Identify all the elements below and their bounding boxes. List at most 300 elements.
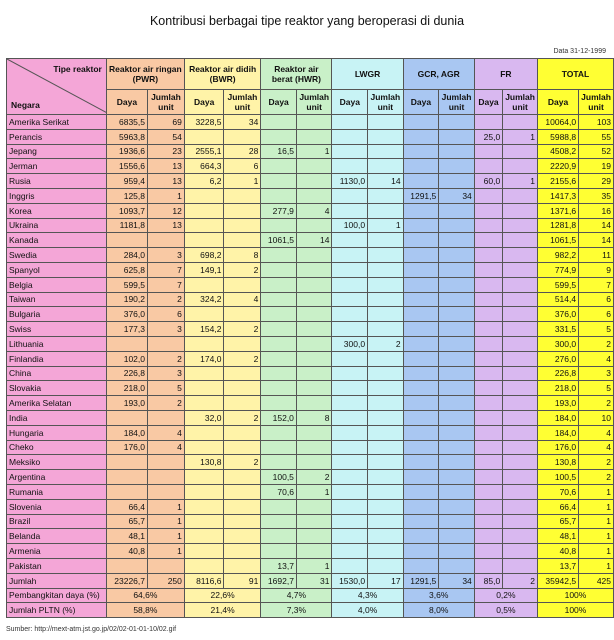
value-cell (296, 396, 332, 411)
value-cell (368, 307, 404, 322)
value-cell (184, 366, 224, 381)
value-cell: 16 (579, 203, 614, 218)
table-row (7, 514, 614, 529)
value-cell: 1061,5 (261, 233, 297, 248)
group-header-lwgr: LWGR (332, 59, 403, 90)
value-cell: 40,8 (537, 544, 578, 559)
value-cell (296, 307, 332, 322)
value-cell: 48,1 (106, 529, 147, 544)
value-cell (503, 544, 538, 559)
value-cell: 959,4 (106, 174, 147, 189)
value-cell: 2 (579, 470, 614, 485)
total-cell: 425 (579, 573, 614, 588)
group-header-bwr: Reaktor air didih (BWR) (184, 59, 260, 90)
value-cell: 2 (224, 410, 261, 425)
value-cell: 176,0 (106, 440, 147, 455)
value-cell (184, 440, 224, 455)
value-cell (474, 262, 502, 277)
value-cell (474, 322, 502, 337)
value-cell: 10064,0 (537, 115, 578, 130)
subheader-jumlah-gcr: Jumlah unit (439, 90, 475, 115)
table-row (7, 499, 614, 514)
value-cell (332, 188, 368, 203)
value-cell: 1 (148, 499, 185, 514)
total-cell: 1692,7 (261, 573, 297, 588)
value-cell (474, 470, 502, 485)
value-cell (224, 366, 261, 381)
value-cell (106, 470, 147, 485)
value-cell (184, 544, 224, 559)
value-cell (368, 144, 404, 159)
value-cell (403, 129, 439, 144)
percent-cell: 64,6% (106, 588, 184, 603)
country-cell: Jerman (7, 159, 107, 174)
value-cell (439, 248, 475, 263)
value-cell: 184,0 (537, 425, 578, 440)
table-row (7, 396, 614, 411)
total-cell: 85,0 (474, 573, 502, 588)
value-cell (474, 307, 502, 322)
country-cell: Korea (7, 203, 107, 218)
value-cell (368, 115, 404, 130)
value-cell: 184,0 (106, 425, 147, 440)
value-cell (184, 188, 224, 203)
table-row (7, 129, 614, 144)
value-cell (439, 351, 475, 366)
value-cell (296, 351, 332, 366)
value-cell (261, 159, 297, 174)
value-cell: 1061,5 (537, 233, 578, 248)
value-cell: 1 (503, 129, 538, 144)
percent-cell: 3,6% (403, 588, 474, 603)
value-cell (332, 529, 368, 544)
value-cell (503, 396, 538, 411)
percent-cell: 4,3% (332, 588, 403, 603)
value-cell: 13 (148, 174, 185, 189)
value-cell: 16,5 (261, 144, 297, 159)
value-cell (224, 544, 261, 559)
value-cell (296, 262, 332, 277)
value-cell: 4 (224, 292, 261, 307)
value-cell: 300,0 (332, 336, 368, 351)
value-cell (261, 529, 297, 544)
value-cell (474, 410, 502, 425)
value-cell: 331,5 (537, 322, 578, 337)
value-cell (296, 514, 332, 529)
value-cell (439, 381, 475, 396)
country-cell: Cheko (7, 440, 107, 455)
table-row (7, 410, 614, 425)
value-cell (261, 115, 297, 130)
value-cell (503, 277, 538, 292)
value-cell (296, 292, 332, 307)
value-cell (403, 396, 439, 411)
percent-cell: 22,6% (184, 588, 260, 603)
value-cell: 1 (296, 484, 332, 499)
value-cell (503, 233, 538, 248)
value-cell: 11 (579, 248, 614, 263)
value-cell (296, 425, 332, 440)
value-cell (224, 396, 261, 411)
total-cell: 1530,0 (332, 573, 368, 588)
value-cell (368, 455, 404, 470)
value-cell (503, 307, 538, 322)
value-cell (261, 336, 297, 351)
value-cell: 103 (579, 115, 614, 130)
value-cell (368, 351, 404, 366)
country-cell: Amerika Selatan (7, 396, 107, 411)
value-cell: 4 (296, 203, 332, 218)
value-cell (296, 336, 332, 351)
value-cell (261, 277, 297, 292)
value-cell (332, 277, 368, 292)
value-cell (224, 499, 261, 514)
country-cell: Hungaria (7, 425, 107, 440)
subheader-jumlah-bwr: Jumlah unit (224, 90, 261, 115)
value-cell (184, 336, 224, 351)
value-cell: 1 (579, 529, 614, 544)
value-cell (503, 470, 538, 485)
table-row (7, 144, 614, 159)
value-cell (148, 336, 185, 351)
value-cell (439, 233, 475, 248)
corner-header (7, 59, 107, 115)
value-cell: 2220,9 (537, 159, 578, 174)
group-header-pwr: Reaktor air ringan (PWR) (106, 59, 184, 90)
value-cell: 5963,8 (106, 129, 147, 144)
value-cell (261, 129, 297, 144)
value-cell: 2 (148, 351, 185, 366)
table-row (7, 277, 614, 292)
value-cell: 2 (224, 322, 261, 337)
value-cell (474, 336, 502, 351)
value-cell: 4 (579, 440, 614, 455)
value-cell (332, 351, 368, 366)
value-cell (368, 203, 404, 218)
value-cell (296, 115, 332, 130)
value-cell: 54 (148, 129, 185, 144)
value-cell (474, 115, 502, 130)
value-cell (503, 440, 538, 455)
value-cell: 599,5 (106, 277, 147, 292)
value-cell (439, 159, 475, 174)
percent-cell: 4,0% (332, 603, 403, 618)
value-cell: 14 (579, 233, 614, 248)
total-cell: 17 (368, 573, 404, 588)
value-cell: 1371,6 (537, 203, 578, 218)
value-cell (332, 381, 368, 396)
totals-row (7, 573, 614, 588)
value-cell (184, 514, 224, 529)
pct-unit-row (7, 603, 614, 618)
value-cell (439, 144, 475, 159)
value-cell (503, 499, 538, 514)
country-cell: Pakistan (7, 558, 107, 573)
value-cell: 13 (148, 218, 185, 233)
value-cell (296, 544, 332, 559)
value-cell (474, 484, 502, 499)
value-cell (503, 425, 538, 440)
value-cell: 100,0 (332, 218, 368, 233)
value-cell: 130,8 (537, 455, 578, 470)
value-cell (261, 544, 297, 559)
group-header-gcr: GCR, AGR (403, 59, 474, 90)
value-cell (106, 410, 147, 425)
value-cell: 8 (224, 248, 261, 263)
country-cell: Armenia (7, 544, 107, 559)
value-cell: 190,2 (106, 292, 147, 307)
value-cell (261, 425, 297, 440)
value-cell (474, 144, 502, 159)
value-cell (503, 336, 538, 351)
value-cell (332, 499, 368, 514)
total-cell: 250 (148, 573, 185, 588)
value-cell: 13,7 (537, 558, 578, 573)
table-row (7, 484, 614, 499)
value-cell (403, 262, 439, 277)
value-cell: 149,1 (184, 262, 224, 277)
value-cell (296, 248, 332, 263)
value-cell (296, 277, 332, 292)
value-cell (332, 558, 368, 573)
value-cell (474, 455, 502, 470)
value-cell (439, 218, 475, 233)
group-header-total: TOTAL (537, 59, 613, 90)
value-cell: 514,4 (537, 292, 578, 307)
value-cell: 226,8 (537, 366, 578, 381)
value-cell (474, 544, 502, 559)
value-cell: 664,3 (184, 159, 224, 174)
value-cell (296, 366, 332, 381)
value-cell (403, 144, 439, 159)
value-cell: 4 (148, 425, 185, 440)
value-cell (332, 366, 368, 381)
country-cell: India (7, 410, 107, 425)
value-cell (403, 381, 439, 396)
value-cell (296, 218, 332, 233)
value-cell (332, 514, 368, 529)
value-cell (224, 558, 261, 573)
value-cell (403, 514, 439, 529)
value-cell: 1 (148, 188, 185, 203)
subheader-jumlah-lwgr: Jumlah unit (368, 90, 404, 115)
value-cell (474, 425, 502, 440)
value-cell (439, 262, 475, 277)
value-cell (184, 277, 224, 292)
value-cell (368, 440, 404, 455)
value-cell: 218,0 (537, 381, 578, 396)
value-cell: 4 (148, 440, 185, 455)
value-cell (403, 425, 439, 440)
table-row (7, 218, 614, 233)
tipe-reaktor-label: Tipe reaktor (53, 64, 102, 74)
value-cell: 284,0 (106, 248, 147, 263)
value-cell (332, 233, 368, 248)
value-cell: 1291,5 (403, 188, 439, 203)
value-cell (224, 129, 261, 144)
value-cell (224, 188, 261, 203)
value-cell (296, 174, 332, 189)
percent-cell: 4,7% (261, 588, 332, 603)
value-cell (106, 336, 147, 351)
value-cell (368, 470, 404, 485)
value-cell (439, 425, 475, 440)
total-cell: 23226,7 (106, 573, 147, 588)
value-cell (184, 484, 224, 499)
value-cell: 29 (579, 174, 614, 189)
value-cell (261, 307, 297, 322)
value-cell (474, 188, 502, 203)
subheader-jumlah-hwr: Jumlah unit (296, 90, 332, 115)
value-cell (261, 440, 297, 455)
value-cell (439, 336, 475, 351)
value-cell: 176,0 (537, 440, 578, 455)
value-cell (148, 233, 185, 248)
value-cell (224, 307, 261, 322)
value-cell: 66,4 (537, 499, 578, 514)
value-cell (224, 218, 261, 233)
value-cell (261, 396, 297, 411)
value-cell: 35 (579, 188, 614, 203)
value-cell: 1 (224, 174, 261, 189)
country-cell: Finlandia (7, 351, 107, 366)
value-cell (439, 514, 475, 529)
value-cell: 177,3 (106, 322, 147, 337)
value-cell (503, 455, 538, 470)
country-cell: Rumania (7, 484, 107, 499)
value-cell: 100,5 (261, 470, 297, 485)
source-note: Sumber: http://mext-atm.jst.go.jp/02/02-01-01-10/02.gif (6, 626, 177, 633)
value-cell (261, 292, 297, 307)
table-row (7, 381, 614, 396)
value-cell: 2155,6 (537, 174, 578, 189)
value-cell (368, 277, 404, 292)
value-cell (474, 558, 502, 573)
value-cell: 982,2 (537, 248, 578, 263)
subheader-daya-lwgr: Daya (332, 90, 368, 115)
value-cell (261, 381, 297, 396)
value-cell: 1130,0 (332, 174, 368, 189)
value-cell (224, 514, 261, 529)
value-cell (403, 203, 439, 218)
table-row (7, 529, 614, 544)
value-cell: 6835,5 (106, 115, 147, 130)
value-cell (261, 174, 297, 189)
value-cell (224, 336, 261, 351)
value-cell (332, 115, 368, 130)
value-cell: 193,0 (537, 396, 578, 411)
value-cell (474, 248, 502, 263)
value-cell (224, 440, 261, 455)
value-cell: 3 (148, 366, 185, 381)
value-cell (403, 248, 439, 263)
value-cell (503, 484, 538, 499)
value-cell (148, 455, 185, 470)
value-cell (474, 440, 502, 455)
value-cell: 324,2 (184, 292, 224, 307)
value-cell (184, 499, 224, 514)
value-cell: 69 (148, 115, 185, 130)
country-cell: Perancis (7, 129, 107, 144)
group-header-fr: FR (474, 59, 537, 90)
subheader-daya-pwr: Daya (106, 90, 147, 115)
country-cell: Jepang (7, 144, 107, 159)
value-cell (403, 159, 439, 174)
value-cell (503, 248, 538, 263)
value-cell (474, 277, 502, 292)
value-cell (403, 410, 439, 425)
value-cell (368, 366, 404, 381)
value-cell: 154,2 (184, 322, 224, 337)
country-cell: Taiwan (7, 292, 107, 307)
value-cell (403, 440, 439, 455)
table-row (7, 292, 614, 307)
value-cell (368, 529, 404, 544)
value-cell (403, 336, 439, 351)
value-cell (332, 455, 368, 470)
subheader-daya-fr: Daya (474, 90, 502, 115)
subheader-jumlah-fr: Jumlah unit (503, 90, 538, 115)
table-row (7, 188, 614, 203)
value-cell (261, 351, 297, 366)
value-cell (261, 455, 297, 470)
value-cell (503, 529, 538, 544)
value-cell (296, 440, 332, 455)
value-cell (332, 144, 368, 159)
country-cell: Bulgaria (7, 307, 107, 322)
value-cell (224, 233, 261, 248)
value-cell: 2 (368, 336, 404, 351)
value-cell: 70,6 (261, 484, 297, 499)
country-cell: Lithuania (7, 336, 107, 351)
value-cell (224, 484, 261, 499)
value-cell: 698,2 (184, 248, 224, 263)
subheader-jumlah-total: Jumlah unit (579, 90, 614, 115)
value-cell: 1 (503, 174, 538, 189)
value-cell (224, 203, 261, 218)
value-cell (332, 470, 368, 485)
totals-label: Jumlah (7, 573, 107, 588)
value-cell (148, 470, 185, 485)
subheader-jumlah-pwr: Jumlah unit (148, 90, 185, 115)
value-cell (439, 544, 475, 559)
value-cell (403, 322, 439, 337)
value-cell (474, 514, 502, 529)
value-cell (403, 544, 439, 559)
value-cell (439, 484, 475, 499)
value-cell: 7 (148, 262, 185, 277)
value-cell: 13,7 (261, 558, 297, 573)
country-cell: Swedia (7, 248, 107, 263)
pct-daya-label: Pembangkitan daya (%) (7, 588, 107, 603)
percent-cell: 0,2% (474, 588, 537, 603)
value-cell (224, 425, 261, 440)
value-cell: 55 (579, 129, 614, 144)
value-cell (503, 558, 538, 573)
value-cell: 10 (579, 410, 614, 425)
country-cell: Ukraina (7, 218, 107, 233)
value-cell: 102,0 (106, 351, 147, 366)
value-cell (503, 381, 538, 396)
table-row (7, 174, 614, 189)
subheader-daya-hwr: Daya (261, 90, 297, 115)
value-cell (503, 144, 538, 159)
value-cell: 2555,1 (184, 144, 224, 159)
country-cell: China (7, 366, 107, 381)
total-cell: 34 (439, 573, 475, 588)
value-cell (474, 381, 502, 396)
value-cell (403, 366, 439, 381)
